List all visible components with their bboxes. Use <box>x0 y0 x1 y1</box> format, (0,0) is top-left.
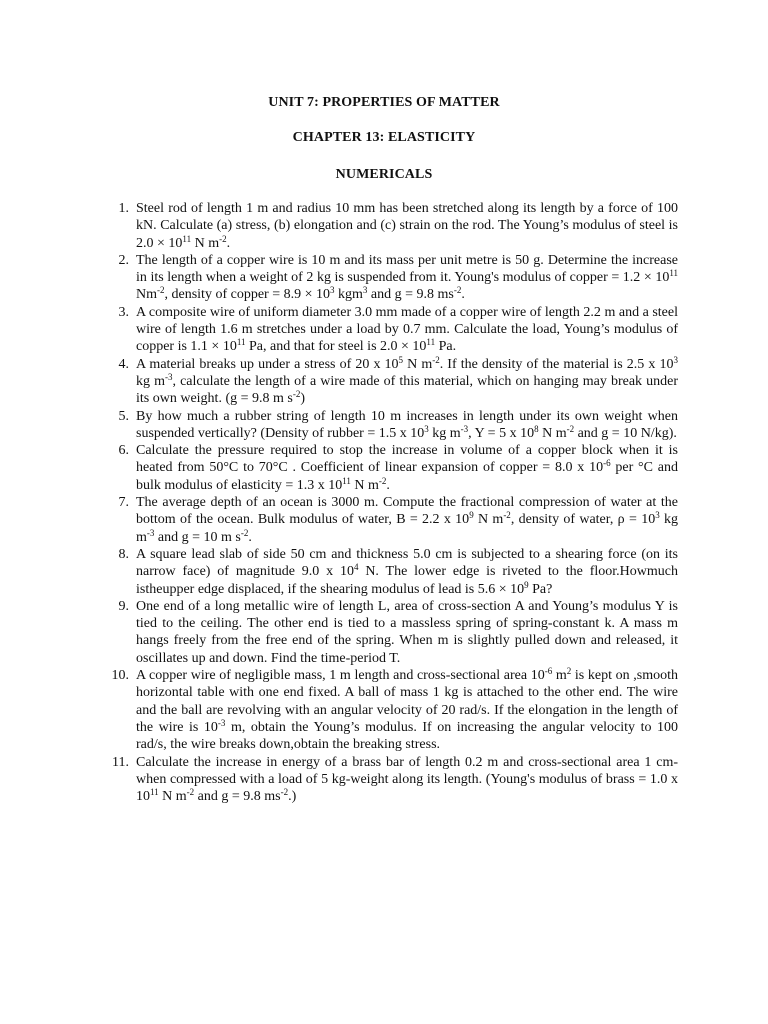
question-item <box>107 200 678 252</box>
question-item <box>107 304 678 356</box>
question-number: 3. <box>118 304 129 320</box>
question-text: Calculate the increase in energy of a brass bar of length 0.2 m and cross-sectional area 1 cm- when compressed with a load of 5 kg-weight along its length. (Young's modulus of brass = 1.0 x $10^{11}$ N $m^{-2}$ and g = 9.8 $ms^{-2}$.) <box>136 754 678 805</box>
question-list <box>107 200 678 805</box>
question-text: A material breaks up under a stress of 20 x $10^5$ N $m^{-2}$. If the density of the material is 2.5 x $10^3$ kg $m^{-3}$, calculate the length of a wire made of this material, which on hanging may break under its own weight. (g = 9.8 m $s^{-2}$) <box>136 354 678 407</box>
question-item <box>107 494 678 546</box>
question-item <box>107 408 678 443</box>
question-item <box>107 442 678 494</box>
question-text: The length of a copper wire is 10 m and its mass per unit metre is 50 g. Determine the increase in its length when a weight of 2 kg is suspended from it. Young's modulus of copper = $1.2 \times 10^{11}$ $Nm^{-2}$, density of copper = $8.9 \times 10^3$ kgm$^3$ and g = 9.8 $ms^{-2}$. <box>136 252 678 303</box>
question-item <box>107 598 678 667</box>
section-title: NUMERICALS <box>335 167 433 182</box>
question-text: One end of a long metallic wire of length L, area of cross-section A and Young’s modulus Y is tied to the ceiling. The other end is tied to a massless spring of spring-constant k. A mass m hangs freely from the free end of the spring. When m is slightly pulled down and released, it oscillates up and down. Find the time-period T. <box>136 598 678 666</box>
question-item <box>107 252 678 304</box>
question-number: 4. <box>118 356 129 372</box>
question-text: A composite wire of uniform diameter 3.0 mm made of a copper wire of length 2.2 m and a steel wire of length 1.6 m stretches under a load by 0.7 mm. Calculate the load, Young’s modulus of copper is $1.1 \times 10^{11}$ Pa, and that for steel is $2.0 \times 10^{11}$ Pa. <box>136 304 678 355</box>
question-number: 11. <box>112 754 129 770</box>
question-number: 5. <box>118 408 129 424</box>
question-item <box>107 667 678 753</box>
question-text: A square lead slab of side 50 cm and thickness 5.0 cm is subjected to a shearing force (on its narrow face) of magnitude 9.0 x $10^4$ N. The lower edge is riveted to the floor.Howmuch istheupper edge displaced, if the shearing modulus of lead is $5.6 \times 10^9$ Pa? <box>136 546 678 597</box>
question-number: 2. <box>118 252 129 268</box>
question-number: 1. <box>118 201 129 216</box>
chapter-title: CHAPTER 13: ELASTICITY <box>292 130 476 145</box>
question-number: 7. <box>118 495 129 511</box>
question-number: 8. <box>118 546 129 562</box>
question-item <box>107 754 678 806</box>
question-text: A copper wire of negligible mass, 1 m length and cross-sectional area $10^{-6}$ $m^2$ is kept on ,smooth horizontal table with one end fixed. A ball of mass 1 kg is attached to the other end. The wire and the ball are revolving with an angular velocity of 20 rad/s. If the elongation in the length of the wire is $10^{-3}$ m, obtain the Young’s modulus. If on increasing the angular velocity to 100 rad/s, the wire breaks down,obtain the breaking stress. <box>136 666 678 753</box>
question-text: Steel rod of length 1 m and radius 10 mm has been stretched along its length by a force of 100 kN. Calculate (a) stress, (b) elongation and (c) strain on the rod. The Young’s modulus of steel is $2.0 \times 10^{11}$ N $m^{-2}$. <box>136 201 678 251</box>
question-item <box>107 356 678 408</box>
unit-title: UNIT 7: PROPERTIES OF MATTER <box>268 95 500 110</box>
question-text: The average depth of an ocean is 3000 m. Compute the fractional compression of water at the bottom of the ocean. Bulk modulus of water, B = 2.2 x $10^9$ N $m^{-2}$, density of water, $\rho = 10^3$ kg $m^{-3}$ and g = 10 m $s^{-2}$. <box>136 495 679 545</box>
question-item <box>107 546 678 598</box>
question-number: 9. <box>118 598 129 614</box>
question-text: By how much a rubber string of length 10 m increases in length under its own weight when suspended vertically? (Density of rubber = 1.5 x $10^3$ kg $m^{-3}$, Y = 5 x $10^8$ N $m^{-2}$ and g = 10 N/kg). <box>136 408 678 441</box>
question-number: 10. <box>111 668 129 684</box>
question-number: 6. <box>118 443 129 459</box>
question-text: Calculate the pressure required to stop the increase in volume of a copper block when it is heated from 50°C to 70°C . Coefficient of linear expansion of copper = 8.0 x $10^{-6}$ per °C and bulk modulus of elasticity = 1.3 x $10^{11}$ N $m^{-2}$. <box>136 443 679 493</box>
